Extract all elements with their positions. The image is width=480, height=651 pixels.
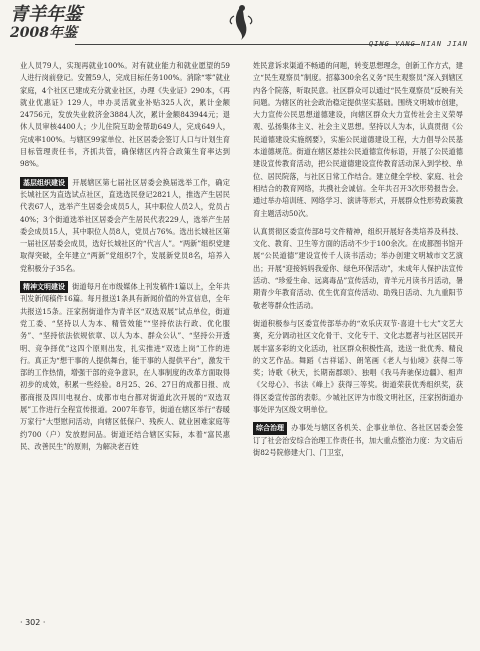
right-column <box>253 60 463 465</box>
section-heading: 综合治理 <box>253 422 287 434</box>
flying-figure-icon <box>226 2 256 42</box>
right-paragraph-3: 街道积极参与区委宣传部举办的“欢乐庆双节·喜迎十七大”文艺大赛，充分调动社区文化骨干、文化专干、文化志愿者与社区居民开展丰富多彩的文化活动，社区群众积极性高，选送一批优秀、精良的文艺作品。舞蹈《吉祥谣》、朗笔画《老人与仙境》获得二等奖；诗歌《秋天，长期南郡颂》、独唱《我马奔驰保边疆》、相声《父母心》、书法《峰上》获得三等奖。街道荣获优秀组织奖，获得区委宣传部的表彰。少城社区评为市级文明社区，汪家拐街道办事处评为区级文明单位。 <box>253 318 463 415</box>
section-body: 街道每月在市级媒体上刊发稿件1篇以上，全年共刊发新闻稿件16篇。每月报送1条具有新闻价值的外宣信息，全年共报送15条。汪家拐街道作为青羊区“双选双展”试点单位，街道党工委、“坚持以人为本、精管效能”“坚持依法行政、优化服务”、“坚持依法依规依章、以人为本、群众公认”、“坚持公开透明、竞争择优”这四个原则出发，扎实推进“双选上岗”工作的进行。真正为“想干事的人提供舞台，能干事的人提供平台”，激发干部的工作热情，增强干部的竞争意识，在人事制度的改革方面取得初步的成效，积累一些经验。8月25、26、27日的成都日报、成都商报及四川电视台、成都市电台都对街道此次开展的“双选双展”工作进行全程宣传报道。2007年春节，街道在辖区举行“春暖万家行”大型慰问活动，向辖区低保户、残疾人、就业困难家庭等约700（户）发放慰问品。街道还结合辖区实际，本着“富民惠民、改善民生”的原则，为解决老百姓 <box>20 282 230 451</box>
page-number: · 302 · <box>20 618 46 627</box>
right-paragraph-2: 认真贯彻区委宣传部8号文件精神，组织开展好各类培养及科技、文化、教育、卫生等方面的活动不少于100余次。在成都图书馆开展“公民道德”建设宣传千人读书活动；举办创建文明城市文艺演出；开展“迎接妈妈我爱你、绿色环保活动”，未成年人保护法宣传活动、“珍爱生命、远离毒品”宣传活动，青羊元月读书月活动，暑期青少年教育活动、优生优育宣传活动、助残日活动、九九重阳节敬老等群众性活动。 <box>253 226 463 310</box>
section-body: 办事处与辖区各机关、企事业单位、各社区居委会签订了社会治安综合治理工作责任书，加大重点整治力度：为文庙后街82号院修建大门、门卫室， <box>253 423 463 457</box>
right-intro-paragraph: 姓民意诉求渠道不畅通的问题，转变思想理念，创新工作方式，建立“民生观察员”制度。招募300余名义务“民生观察员”深入到辖区内各个院落，听取民意。社区群众可以通过“民生观察员”反映有关问题。为辖区的社会政治稳定提供坚实基础。围绕文明城市创建，大力宣传公民思想道德建设，向辖区群众大力宣传社会主义荣辱观、弘扬集体主义、社会主义思想。坚持以人为本，认真贯彻《公民道德建设实施纲要》，实施公民道德建设工程，大力倡导公民基本道德规范。街道在辖区悬挂公民道德宣传标语，开展了公民道德建设宣传教育活动，把公民道德建设宣传教育活动深入到学校、单位、居民院落，与社区日常工作结合。建立健全学校、家庭、社会相结合的教育网络，共携社会诚信。全年共召开3次形势报告会。通过举办培训班、网络学习、演讲等形式，开展群众性形势政策教育主题活动50次。 <box>253 61 463 218</box>
section-heading: 精神文明建设 <box>20 281 68 293</box>
section-body: 开展辖区第七届社区居委会换届选举工作，确定长城社区为直选试点社区，直选选民登记2821人，推选产生居民代表67人，选举产生居委会成员5人，其中职位人员2人，党员占40%；3个街道选举社区居委会产生居民代表229人，选举产生居委会成员15人，其中职位人员8人，党员占76%。选出长城社区第一届社区居委会成员，选好长城社区的“代言人”。“两新”组织党建取得突破，全年建立“两新”党组织7个，发展新党员8名，培养入党积极分子35名。 <box>20 177 230 273</box>
section-grassroots <box>20 177 230 275</box>
logo-year: 2008年鉴 <box>10 25 77 41</box>
section-heading: 基层组织建设 <box>20 177 68 189</box>
section-spiritual-civilization <box>20 281 230 453</box>
section-comprehensive-governance <box>253 422 463 459</box>
header-right-text: QING YANG NIAN JIAN <box>368 40 468 48</box>
left-column <box>20 60 230 459</box>
logo-title: 青羊年鉴 <box>10 4 82 25</box>
page-header <box>0 0 480 62</box>
left-intro-paragraph: 业人员79人，实现再就业100%。对有就业能力和就业愿望的59人进行岗前登记。安置59人，完成目标任务100%。消除“零”就业家庭，4个社区已建成充分就业社区，办理《失业证》290本，《再就业优惠证》129人，申办灵活就业补贴325人次，累计金额24756元，发放失业救济金3884人次，累计金额843944元；退休人员审核4400人；少儿住院互助金帮助649人，完成649人，完成率100%。与辖区99家单位、社区居委会签订人口与计划生育目标管理责任书，齐抓共管，确保辖区内符合政策生育率达到98%。 <box>20 61 230 169</box>
yearbook-logo <box>10 6 82 40</box>
